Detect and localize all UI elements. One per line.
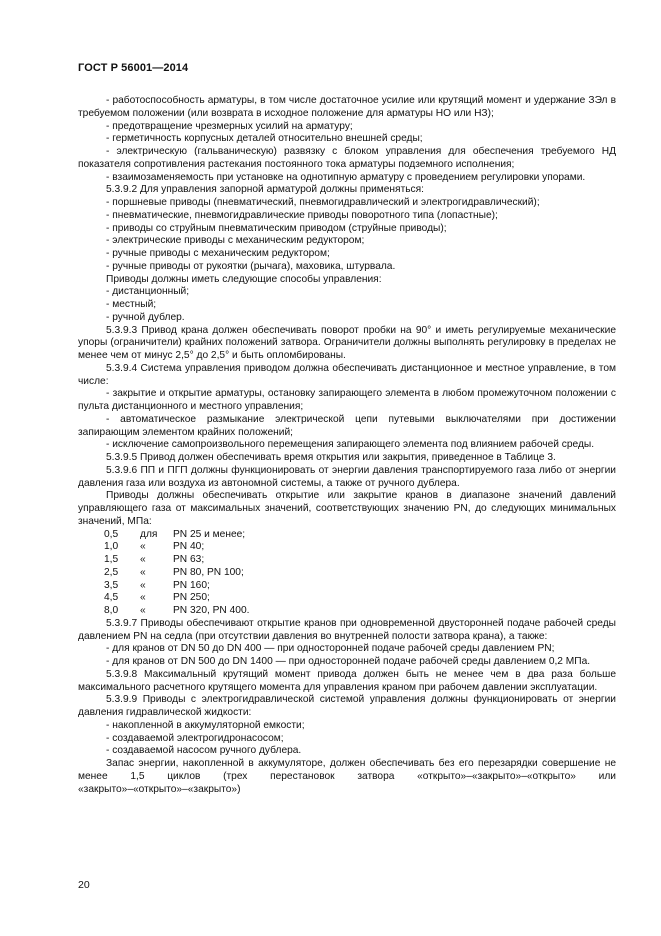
pressure-separator: « [140, 605, 146, 616]
pressure-value: 2,5 [104, 566, 119, 578]
pressure-row [78, 541, 616, 554]
pressure-condition: PN 160; [173, 579, 210, 591]
paragraph: Приводы должны иметь следующие способы управления: [106, 273, 382, 285]
pressure-condition: PN 80, PN 100; [173, 566, 244, 578]
paragraph: - взаимозаменяемость при установке на однотипную арматуру с проведением регулировки упорами. [106, 171, 586, 183]
paragraph: - автоматическое размыкание электрической цепи путевыми выключателями при достижении запирающим элементом крайних положений; [78, 413, 616, 438]
pressure-row [78, 592, 616, 605]
pressure-separator: « [140, 592, 146, 604]
paragraph: 5.3.9.9 Приводы с электрогидравлической системой управления должны функционировать от энергии давления гидравлической жидкости: [78, 694, 616, 718]
paragraph: - пневматические, пневмогидравлические приводы поворотного типа (лопастные); [106, 209, 498, 221]
paragraph: - ручные приводы с механическим редуктором; [106, 248, 330, 259]
paragraph: Запас энергии, накопленной в аккумуляторе, должен обеспечивать без его перезарядки совершение не менее 1,5 циклов (трех перестановок затвора «открыто»–«закрыто»–«открыто» или «закрыто»–«открыто»–«закрыто») [78, 758, 616, 795]
paragraph: - приводы со струйным пневматическим приводом (струйные приводы); [106, 222, 447, 234]
paragraph: - ручные приводы от рукоятки (рычага), маховика, штурвала. [106, 260, 396, 272]
paragraph: - предотвращение чрезмерных усилий на арматуру; [106, 120, 353, 132]
paragraph: 5.3.9.8 Максимальный крутящий момент привода должен быть не менее чем в два раза больше максимального расчетного крутящего момента для управления краном при рабочем давлении эксплуатации. [78, 668, 616, 693]
pressure-separator: « [140, 541, 146, 553]
pressure-condition: PN 320, PN 400. [173, 605, 250, 616]
paragraph: 5.3.9.6 ПП и ПГП должны функционировать от энергии давления транспортируемого газа либо от энергии давления газа или воздуха из автономной системы, а также от ручного дублера. [78, 464, 616, 489]
pressure-row [78, 529, 616, 542]
pressure-value: 0,5 [104, 528, 119, 540]
paragraphs-top [78, 95, 616, 529]
pressure-separator: « [140, 554, 146, 565]
pressure-value: 1,0 [104, 541, 119, 553]
paragraph: - электрическую (гальваническую) развязку с блоком управления для обеспечения требуемого НД показателя сопротивления растекания постоянного тока арматуры подземного исполнения; [78, 146, 616, 170]
paragraph: 5.3.9.2 Для управления запорной арматурой должны применяться: [106, 184, 424, 196]
pressure-condition: PN 40; [173, 541, 205, 553]
pressure-separator: « [140, 579, 146, 591]
pressure-row [78, 554, 616, 567]
pressure-value: 3,5 [104, 579, 119, 591]
pressure-separator: для [140, 528, 158, 540]
paragraph: - для кранов от DN 500 до DN 1400 — при односторонней подаче рабочей среды давлением 0,2 МПа. [106, 656, 591, 667]
document-header: ГОСТ Р 56001—2014 [78, 62, 189, 74]
paragraph: - создаваемой насосом ручного дублера. [106, 745, 302, 757]
pressure-value: 8,0 [104, 605, 119, 616]
document-body [78, 95, 616, 796]
pressure-list [78, 529, 616, 618]
paragraph: 5.3.9.3 Привод крана должен обеспечивать поворот пробки на 90° и иметь регулируемые механические упоры (ограничители) крайних положений затвора. Ограничители должны выполнять регулировку в пределах не менее чем от минус 2,5° до 2,5° и быть опломбированы. [78, 324, 616, 361]
paragraph: - поршневые приводы (пневматический, пневмогидравлический и электрогидравлический); [106, 197, 540, 208]
paragraph: - работоспособность арматуры, в том числе достаточное усилие или крутящий момент и удержание ЗЭл в требуемом положении (или возврата в исходное положение для арматуры НО или НЗ); [78, 95, 616, 119]
page-number: 20 [78, 879, 90, 891]
paragraph: - ручной дублер. [106, 311, 185, 323]
paragraph: - исключение самопроизвольного перемещения запирающего элемента под влиянием рабочей среды. [106, 439, 595, 451]
pressure-separator: « [140, 566, 146, 578]
paragraph: - закрытие и открытие арматуры, остановку запирающего элемента в любом промежуточном положении с пульта дистанционного и местного управления; [78, 388, 616, 412]
paragraph: - дистанционный; [106, 286, 190, 298]
pressure-row [78, 605, 616, 618]
paragraphs-bottom [78, 618, 616, 797]
pressure-row [78, 580, 616, 593]
paragraph: - герметичность корпусных деталей относительно внешней среды; [106, 133, 423, 145]
pressure-condition: PN 63; [173, 554, 205, 565]
paragraph: 5.3.9.5 Привод должен обеспечивать время открытия или закрытия, приведенное в Таблице 3. [106, 452, 556, 463]
paragraph: - для кранов от DN 50 до DN 400 — при односторонней подаче рабочей среды давлением PN; [106, 643, 555, 655]
paragraph: - местный; [106, 299, 157, 310]
pressure-condition: PN 25 и менее; [173, 528, 246, 540]
paragraph: - электрические приводы с механическим редуктором; [106, 235, 365, 247]
pressure-value: 1,5 [104, 554, 119, 565]
paragraph: Приводы должны обеспечивать открытие или закрытие кранов в диапазоне значений давлений управляющего газа от максимальных значений, соответствующих значению PN, до следующих минимальных значений, МПа: [78, 490, 616, 527]
paragraph: - накопленной в аккумуляторной емкости; [106, 719, 305, 731]
paragraph: 5.3.9.4 Система управления приводом должна обеспечивать дистанционное и местное управление, в том числе: [78, 362, 616, 387]
pressure-value: 4,5 [104, 592, 119, 604]
paragraph: - создаваемой электрогидронасосом; [106, 732, 284, 744]
pressure-condition: PN 250; [173, 592, 210, 604]
pressure-row [78, 567, 616, 580]
paragraph: 5.3.9.7 Приводы обеспечивают открытие кранов при одновременной двусторонней подаче рабочей среды давлением PN на седла (при отсутствии давления во внутренней полости затвора крана), а также: [78, 617, 616, 642]
